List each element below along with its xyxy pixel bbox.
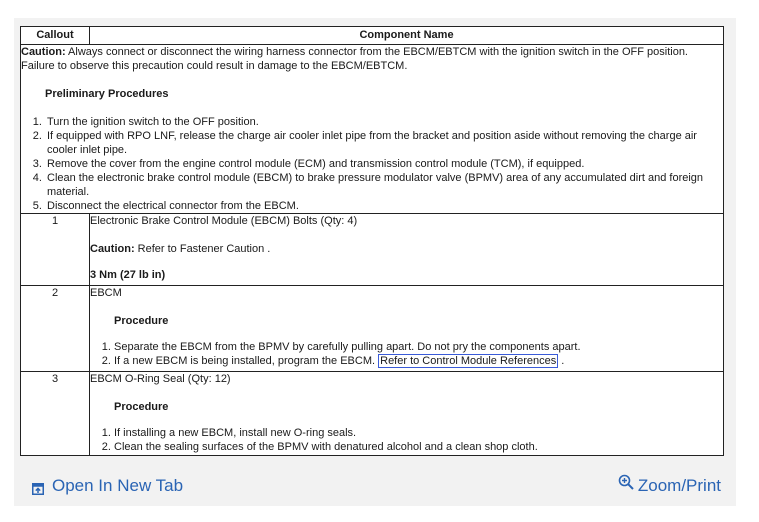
zoom-print-label: Zoom/Print [637,476,721,495]
list-item: 1. If installing a new EBCM, install new O-ring seals. [114,426,723,440]
component-title: EBCM O-Ring Seal (Qty: 12) [90,373,231,385]
open-in-new-tab-button[interactable] [32,476,183,496]
intro-caution [21,45,723,73]
intro-row [21,45,724,214]
step-text: If a new EBCM is being installed, program the EBCM. [114,355,379,367]
component-title: Electronic Brake Control Module (EBCM) Bolts (Qty: 4) [90,215,358,227]
table-header-row [21,27,724,45]
torque-spec: 3 Nm (27 lb in) [90,269,166,281]
caution-label: Caution: [90,243,135,255]
list-item: 5. Disconnect the electrical connector from the EBCM. [45,199,723,213]
list-item: 2. Clean the sealing surfaces of the BPMV with denatured alcohol and a clean shop cloth. [114,440,723,454]
control-module-references-link[interactable]: Refer to Control Module References [380,355,557,367]
caution-text: Refer to Fastener Caution . [134,243,271,255]
table-row [21,214,724,286]
callout-number: 1 [21,214,90,286]
procedure-title: Procedure [114,401,169,413]
list-item: 1. Separate the EBCM from the BPMV by carefully pulling apart. Do not pry the components apart. [114,340,723,354]
component-cell [90,372,724,456]
procedure-steps-list [90,340,723,368]
list-item [114,354,723,368]
callout-number: 2 [21,286,90,372]
procedure-steps-list [90,426,723,454]
list-item: 2. If equipped with RPO LNF, release the charge air cooler inlet pipe from the bracket and position aside without removing the charge air cooler inlet pipe. [45,129,723,157]
caution-text: Always connect or disconnect the wiring harness connector from the EBCM/EBTCM with the ignition switch in the OFF position. Failure to observe this precaution could result in damage to the EBCM/EBTCM. [21,46,688,72]
procedure-table [20,26,724,456]
callout-number: 3 [21,372,90,456]
header-component-name: Component Name [90,27,724,45]
procedure-title: Procedure [114,315,169,327]
zoom-print-button[interactable] [618,476,721,496]
step-tail: . [558,355,565,367]
header-callout: Callout [21,27,90,45]
table-row [21,286,724,372]
caution-label: Caution: [21,46,66,58]
component-caution [90,242,723,256]
component-title: EBCM [90,287,122,299]
open-in-new-tab-label: Open In New Tab [52,476,184,495]
list-item: 1. Turn the ignition switch to the OFF position. [45,115,723,129]
table-row [21,372,724,456]
component-cell [90,286,724,372]
list-item: 4. Clean the electronic brake control module (EBCM) to brake pressure modulator valve (BPMV) area of any accumulated dirt and foreign material. [45,171,723,199]
preliminary-steps-list [21,115,723,213]
intro-cell [21,45,724,214]
preliminary-procedures-title: Preliminary Procedures [45,88,169,100]
list-item: 3. Remove the cover from the engine control module (ECM) and transmission control module (TCM), if equipped. [45,157,723,171]
magnifier-plus-icon [618,474,634,490]
open-in-new-tab-icon [32,480,44,492]
component-cell [90,214,724,286]
